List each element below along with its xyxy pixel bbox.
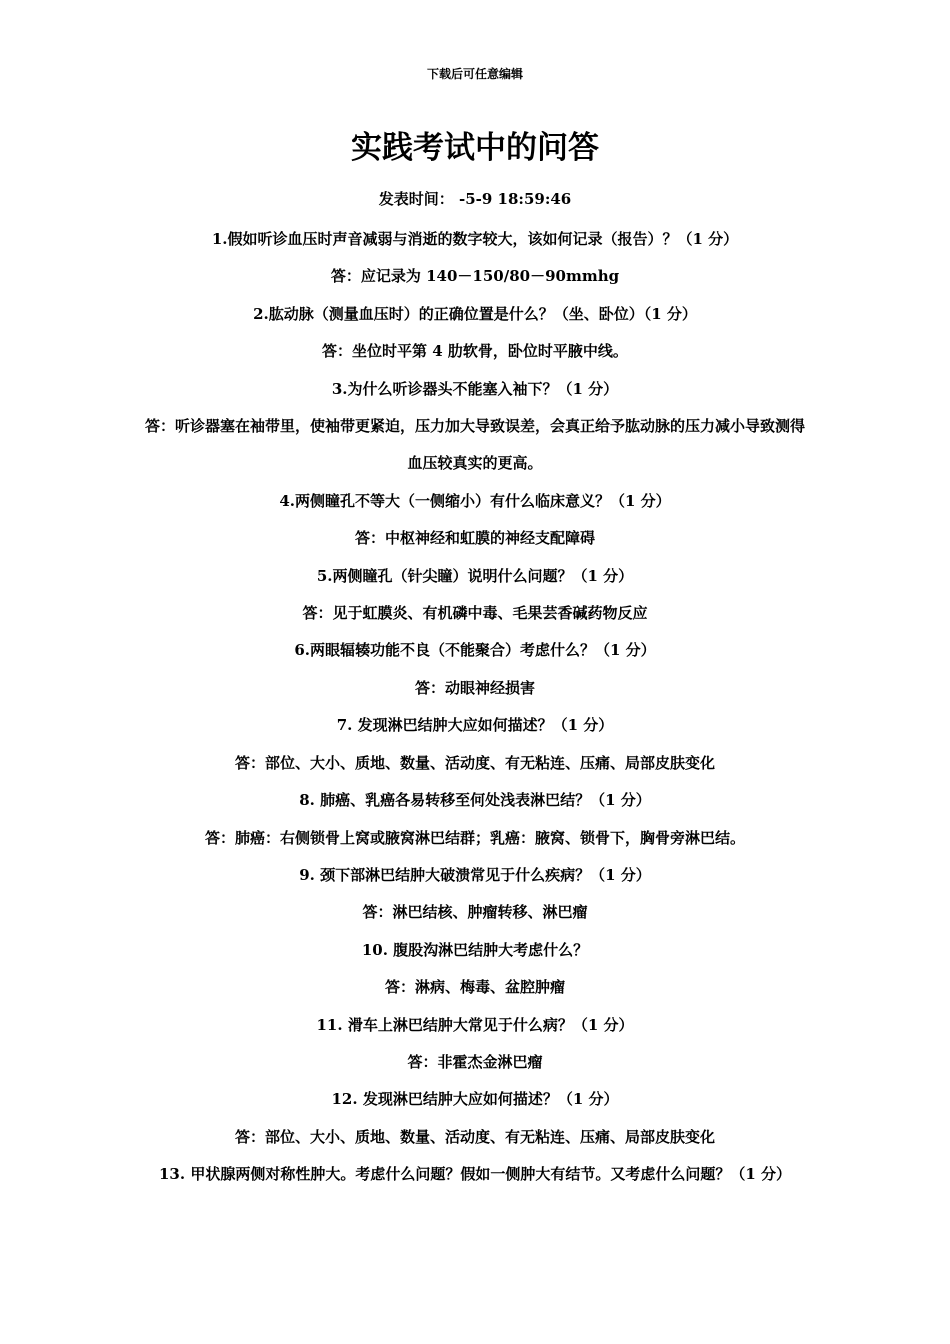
answer-2: 答：坐位时平第 4 肋软骨，卧位时平腋中线。 — [322, 342, 628, 361]
question-10: 10. 腹股沟淋巴结肿大考虑什么？ — [361, 940, 589, 959]
answer-10: 答：淋病、梅毒、盆腔肿瘤 — [384, 978, 565, 997]
answer-5: 答：见于虹膜炎、有机磷中毒、毛果芸香碱药物反应 — [302, 604, 648, 623]
answer-9: 答：淋巴结核、肿瘤转移、淋巴瘤 — [362, 903, 588, 922]
answer-1: 答：应记录为 140－150/80－90mmhg — [330, 267, 620, 286]
question-3: 3.为什么听诊器头不能塞入袖下？（1 分） — [331, 379, 619, 398]
question-9: 9. 颈下部淋巴结肿大破溃常见于什么疾病？（1 分） — [299, 865, 651, 884]
answer-8: 答：肺癌：右侧锁骨上窝或腋窝淋巴结群；乳癌：腋窝、锁骨下，胸骨旁淋巴结。 — [204, 828, 745, 847]
answer-6: 答：动眼神经损害 — [414, 678, 535, 697]
question-6: 6.两眼辐辏功能不良（不能聚合）考虑什么？（1 分） — [294, 641, 656, 660]
question-13: 13. 甲状腺两侧对称性肿大。考虑什么问题？假如一侧肿大有结节。又考虑什么问题？（1 分） — [159, 1165, 791, 1184]
header-note: 下载后可任意编辑 — [426, 67, 523, 81]
question-7: 7. 发现淋巴结肿大应如何描述？（1 分） — [336, 716, 614, 735]
question-8: 8. 肺癌、乳癌各易转移至何处浅表淋巴结？（1 分） — [299, 791, 651, 810]
question-12: 12. 发现淋巴结肿大应如何描述？（1 分） — [331, 1090, 619, 1109]
page-title: 实践考试中的问答 — [351, 130, 599, 166]
qa-list — [140, 221, 810, 1194]
question-11: 11. 滑车上淋巴结肿大常见于什么病？（1 分） — [316, 1015, 634, 1034]
answer-12: 答：部位、大小、质地、数量、活动度、有无粘连、压痛、局部皮肤变化 — [234, 1127, 715, 1146]
answer-7: 答：部位、大小、质地、数量、活动度、有无粘连、压痛、局部皮肤变化 — [234, 753, 715, 772]
answer-11: 答：非霍杰金淋巴瘤 — [407, 1052, 543, 1071]
answer-4: 答：中枢神经和虹膜的神经支配障碍 — [354, 529, 595, 548]
question-2: 2.肱动脉（测量血压时）的正确位置是什么？（坐、卧位）（1 分） — [253, 304, 697, 323]
publish-time: 发表时间： -5-9 18:59:46 — [378, 190, 572, 208]
question-4: 4.两侧瞳孔不等大（一侧缩小）有什么临床意义？（1 分） — [279, 491, 671, 510]
answer-3: 答：听诊器塞在袖带里，使袖带更紧迫，压力加大导致误差，会真正给予肱动脉的压力减小导致测得血压较真实的更高。 — [144, 417, 805, 473]
question-5: 5.两侧瞳孔（针尖瞳）说明什么问题？（1 分） — [316, 566, 634, 585]
question-1: 1.假如听诊血压时声音减弱与消逝的数字较大，该如何记录（报告）？（1 分） — [211, 230, 739, 248]
